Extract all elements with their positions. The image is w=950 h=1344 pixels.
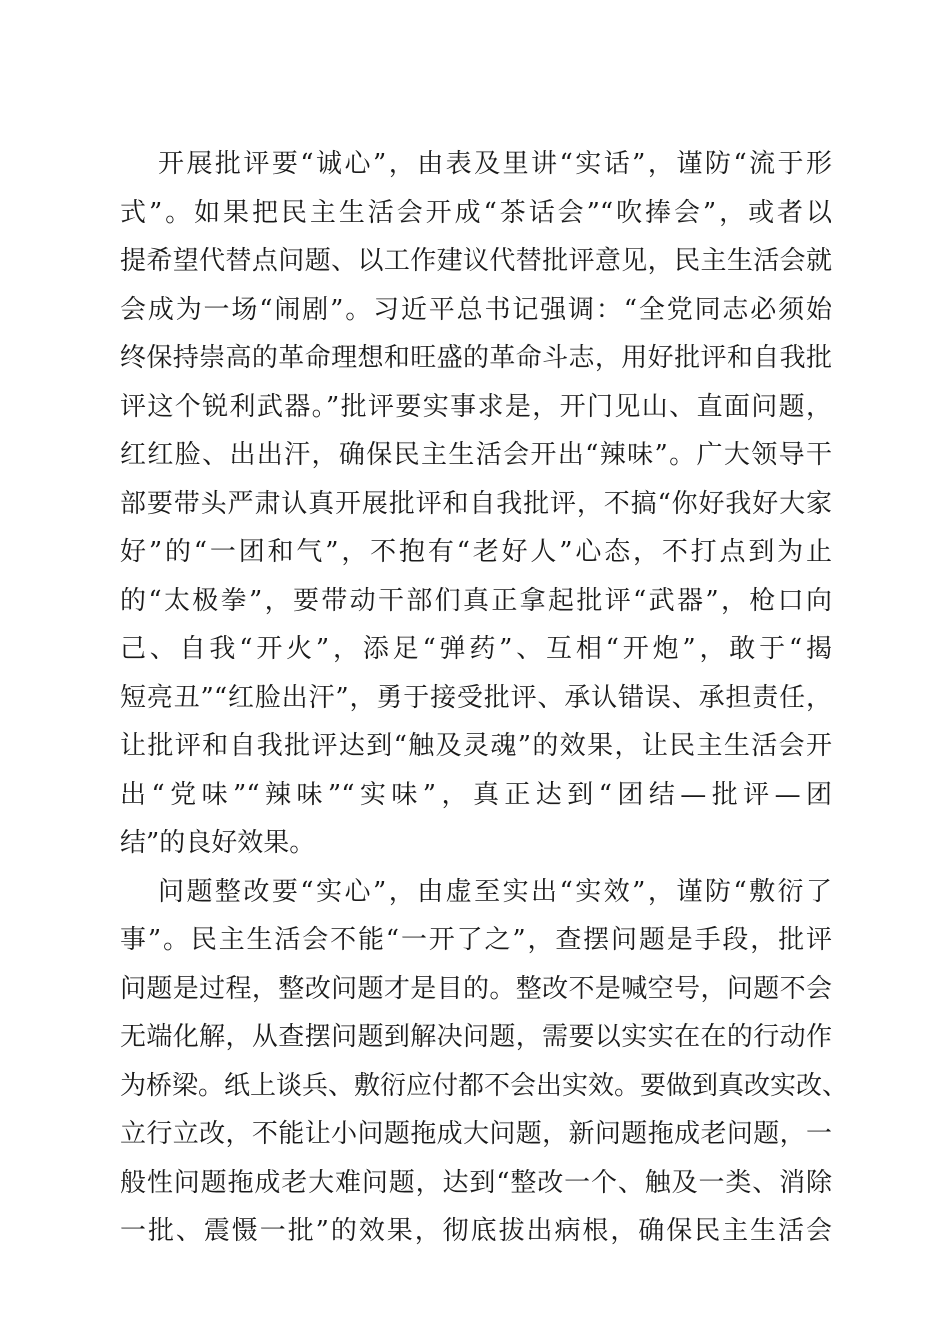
text-line: 式”。如果把民主生活会开成“茶话会”“吹捧会”，或者以 (120, 197, 832, 228)
text-line: 开展批评要“诚心”，由表及里讲“实话”，谨防“流于形 (158, 149, 832, 179)
text-line: 己、自我“开火”，添足“弹药”、互相“开炮”，敢于“揭 (120, 634, 832, 664)
text-line: 问题是过程，整改问题才是目的。整改不是喊空号，问题不会 (120, 973, 832, 1004)
text-line: 让批评和自我批评达到“触及灵魂”的效果，让民主生活会开 (120, 731, 832, 761)
text-line: 终保持崇高的革命理想和旺盛的革命斗志，用好批评和自我批 (120, 343, 832, 373)
text-line: 为桥梁。纸上谈兵、敷衍应付都不会出实效。要做到真改实改、 (120, 1070, 849, 1101)
text-line: 般性问题拖成老大难问题，达到“整改一个、触及一类、消除 (120, 1167, 832, 1198)
text-line: 好”的“一团和气”，不抱有“老好人”心态，不打点到为止 (120, 537, 832, 567)
text-line: 评这个锐利武器。”批评要实事求是，开门见山、直面问题， (120, 391, 832, 422)
paragraph-criticism (120, 140, 832, 868)
text-line: 红红脸、出出汗，确保民主生活会开出“辣味”。广大领导干 (120, 440, 832, 470)
text-line: 短亮丑”“红脸出汗”，勇于接受批评、承认错误、承担责任， (120, 682, 832, 713)
paragraph-rectification (120, 868, 849, 1256)
text-line: 会成为一场“闹剧”。习近平总书记强调：“全党同志必须始 (120, 294, 832, 325)
text-line: 部要带头严肃认真开展批评和自我批评，不搞“你好我好大家 (120, 488, 832, 519)
body-text (120, 140, 849, 1256)
text-line: 事”。民主生活会不能“一开了之”，查摆问题是手段，批评 (120, 925, 832, 955)
text-line: 无端化解，从查摆问题到解决问题，需要以实实在在的行动作 (120, 1022, 832, 1052)
text-line: 的“太极拳”，要带动干部们真正拿起批评“武器”，枪口向 (120, 585, 832, 616)
text-line: 出“党味”“辣味”“实味”，真正达到“团结—批评—团 (120, 779, 832, 810)
text-line: 一批、震慑一批”的效果，彻底拔出病根，确保民主生活会 (120, 1216, 832, 1246)
text-line: 结”的良好效果。 (120, 828, 316, 858)
text-line: 立行立改，不能让小问题拖成大问题，新问题拖成老问题，一 (120, 1119, 832, 1149)
text-line: 问题整改要“实心”，由虚至实出“实效”，谨防“敷衍了 (158, 876, 832, 907)
text-line: 提希望代替点问题、以工作建议代替批评意见，民主生活会就 (120, 246, 832, 276)
